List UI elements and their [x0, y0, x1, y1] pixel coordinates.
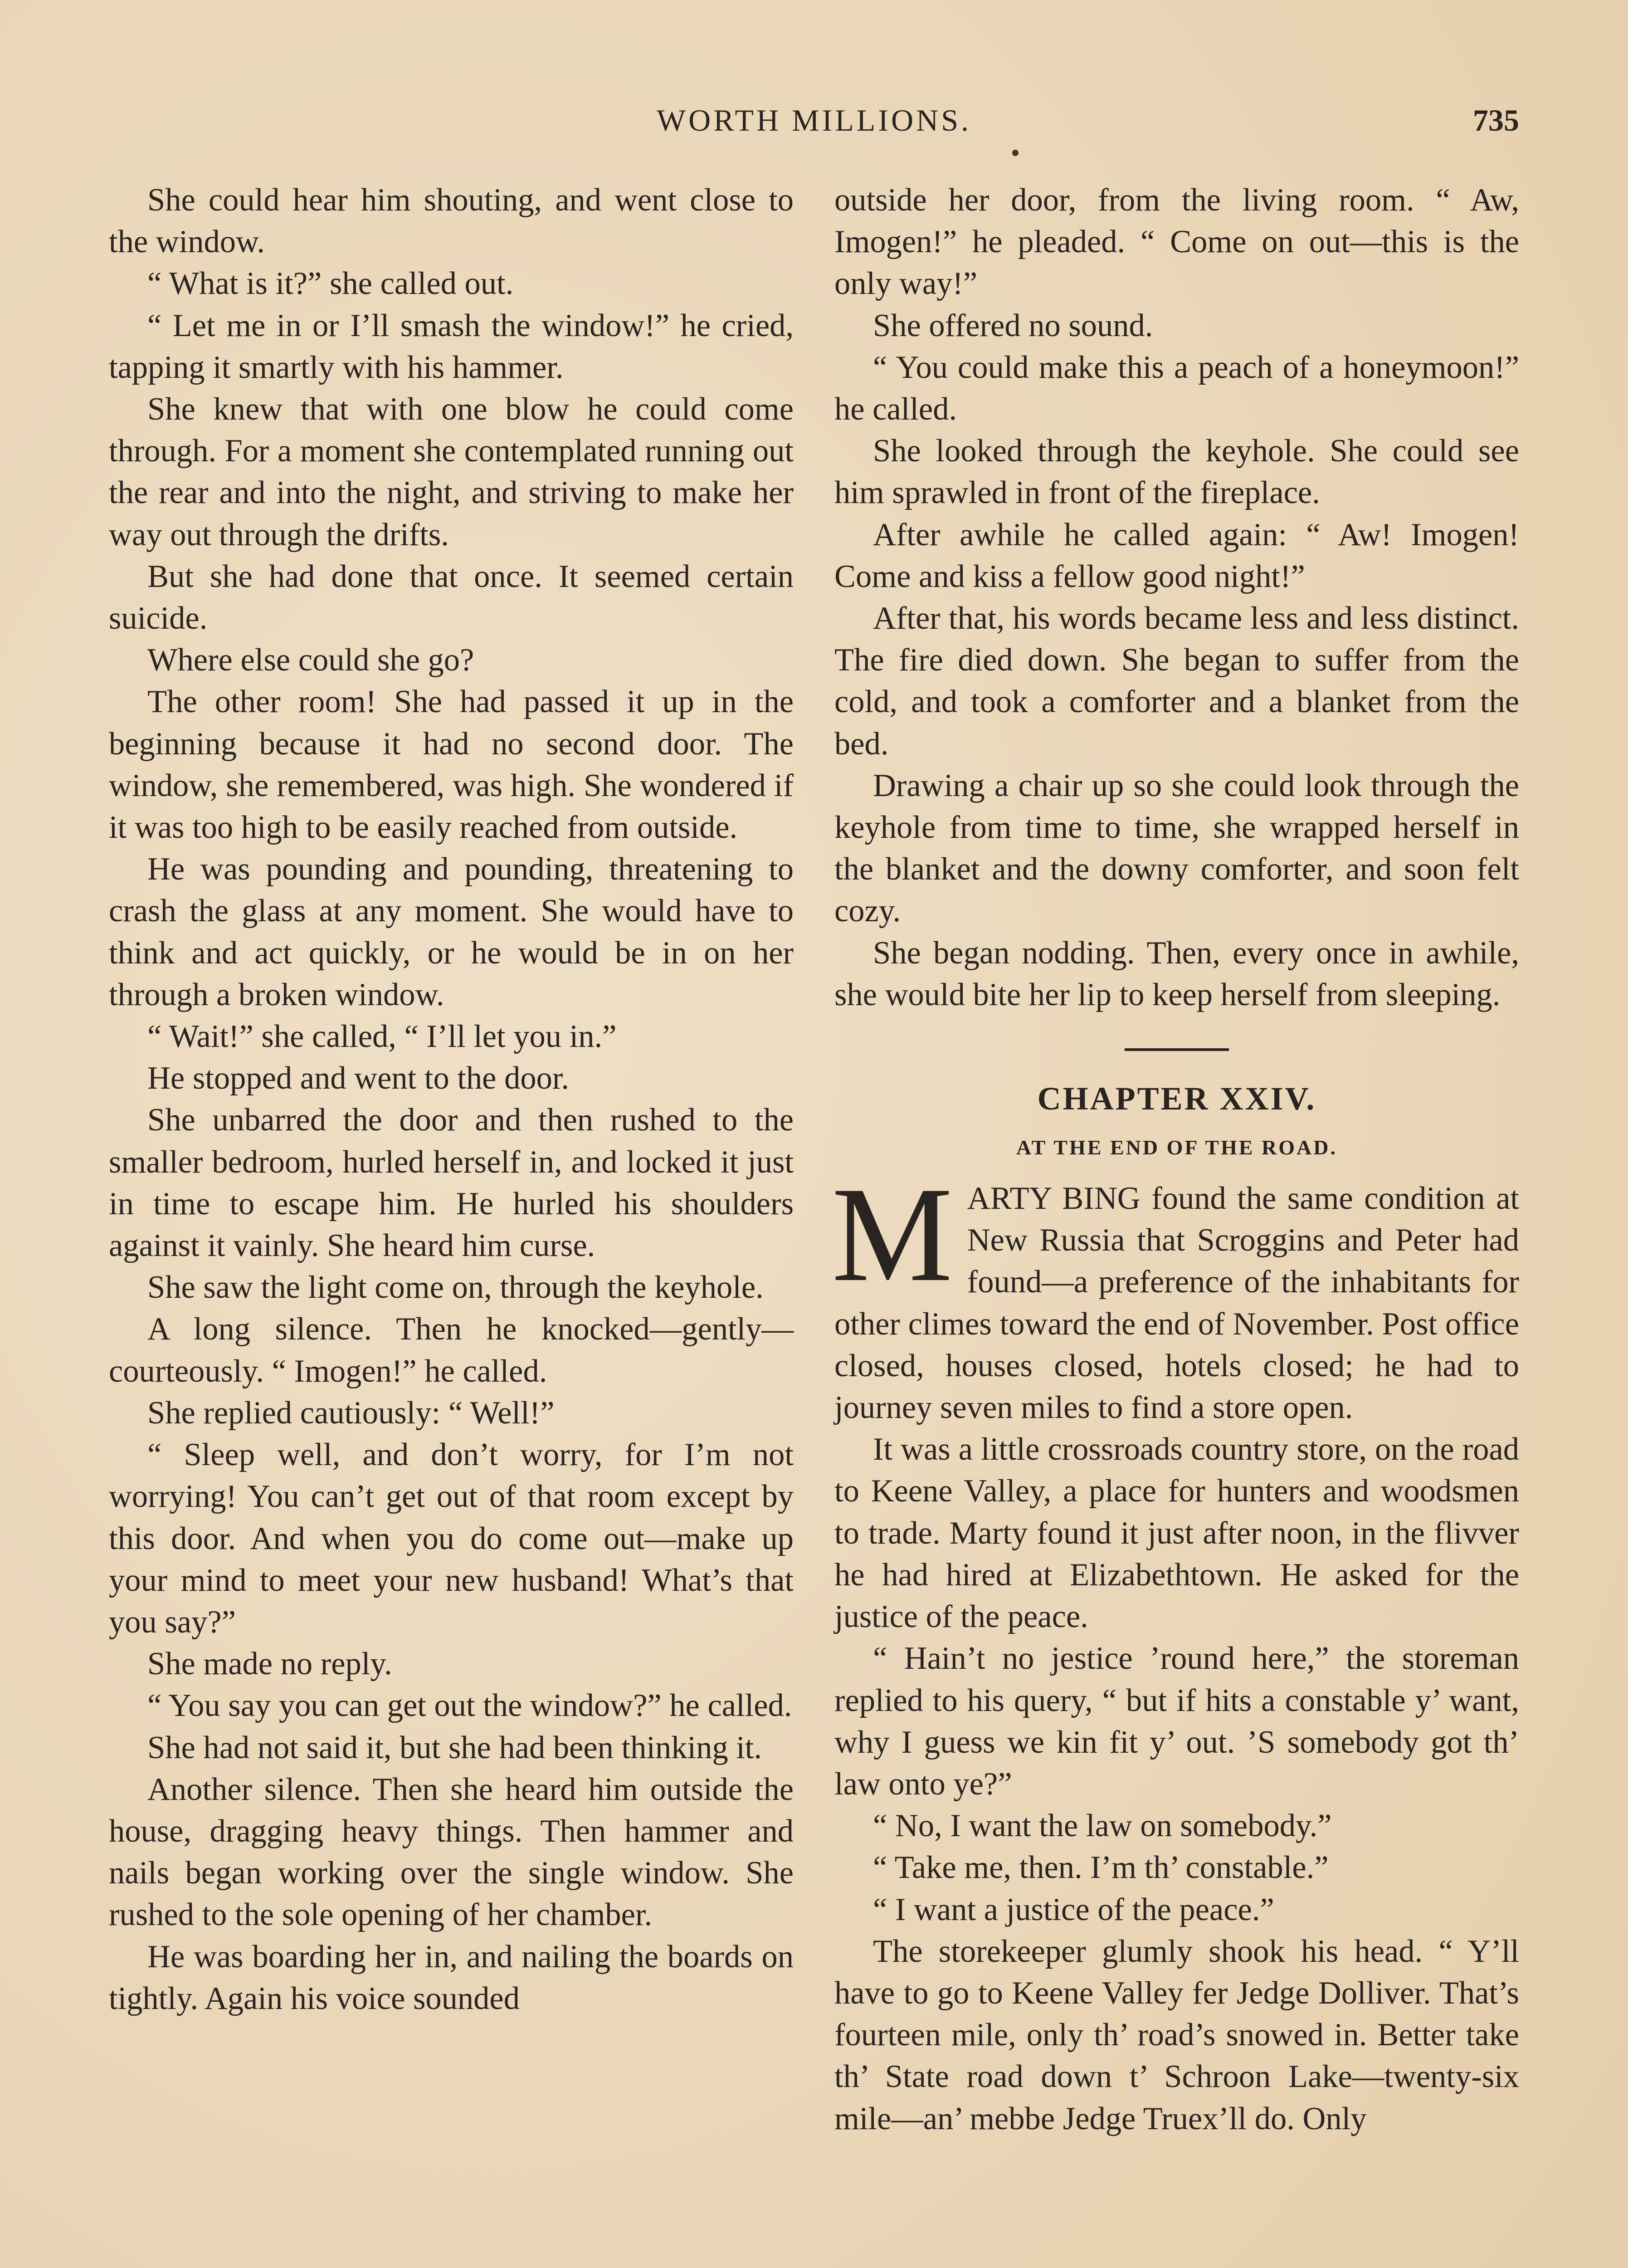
chapter-opening-paragraph: [832, 1159, 1519, 1428]
paragraph: outside her door, from the living room. “ Aw, Imogen!” he pleaded. “ Come on out—this is the only way!”: [834, 182, 1519, 302]
paragraph: It was a little crossroads country store, on the road to Keene Valley, a place for hunters and woodsmen to trade. Marty found it just after noon, in the flivver he had hired at Elizabethtown. He asked for the justice of the peace.: [834, 1432, 1519, 1635]
paragraph: Where else could she go?: [147, 642, 474, 678]
chapter-title: CHAPTER XXIV.: [1037, 1080, 1316, 1117]
paragraph: “ Take me, then. I’m th’ constable.”: [873, 1850, 1329, 1886]
page-header: [109, 93, 1519, 147]
paragraph: But she had done that once. It seemed certain suicide.: [109, 558, 794, 636]
paragraph: He stopped and went to the door.: [147, 1061, 570, 1096]
opening-text: ARTY BING found the same condition at New Russia that Scroggins and Peter had found—a preference of the inhabitants for other climes toward the end of November. Post office closed, houses closed, hotels closed; he had to journey seven miles to find a store open.: [834, 1181, 1519, 1426]
paragraph: She knew that with one blow he could come through. For a moment she contemplated running out the rear and into the night, and striving to make her way out through the drifts.: [109, 391, 794, 552]
paragraph: After that, his words became less and less distinct. The fire died down. She began to suffer from the cold, and took a comforter and a blanket from the bed.: [834, 601, 1519, 762]
paragraph: Drawing a chair up so she could look through the keyhole from time to time, she wrapped herself in the blanket and the downy comforter, and soon felt cozy.: [834, 767, 1519, 929]
left-column: [109, 179, 794, 2019]
page-number: 735: [1473, 103, 1519, 137]
paragraph: After awhile he called again: “ Aw! Imogen! Come and kiss a fellow good night!”: [834, 517, 1519, 594]
paragraph: The other room! She had passed it up in the beginning because it had no second door. The window, she remembered, was high. She wondered if it was too high to be easily reached from outside.: [109, 684, 794, 846]
paragraph: She replied cautiously: “ Well!”: [147, 1395, 555, 1431]
paragraph: She had not said it, but she had been thinking it.: [147, 1730, 762, 1765]
paragraph: She looked through the keyhole. She could see him sprawled in front of the fireplace.: [834, 433, 1519, 511]
paragraph: “ Hain’t no jestice ’round here,” the storeman replied to his query, “ but if hits a constable y’ want, why I guess we kin fit y’ out. ’S somebody got th’ law onto ye?”: [834, 1641, 1519, 1802]
paragraph: The storekeeper glumly shook his head. “ Y’ll have to go to Keene Valley fer Jedge Dolliver. That’s fourteen mile, only th’ road’s snowed in. Better take th’ State road down t’ Schroon Lake—twenty-six mile—an’ mebbe Jedge Truex’ll do. Only: [834, 1933, 1519, 2136]
paragraph: He was boarding her in, and nailing the boards on tightly. Again his voice sounded: [109, 1939, 794, 2016]
paragraph: She offered no sound.: [873, 308, 1153, 343]
paragraph: A long silence. Then he knocked—gently—courteously. “ Imogen!” he called.: [109, 1311, 794, 1389]
chapter-subtitle: AT THE END OF THE ROAD.: [1016, 1136, 1337, 1159]
paragraph: He was pounding and pounding, threatening to crash the glass at any moment. She would have to think and act quickly, or he would be in on her through a broken window.: [109, 851, 794, 1012]
paragraph: She unbarred the door and then rushed to the smaller bedroom, hurled herself in, and locked it just in time to escape him. He hurled his shoulders against it vainly. She heard him curse.: [109, 1102, 794, 1264]
paragraph: Another silence. Then she heard him outside the house, dragging heavy things. Then hammer and nails began working over the single window. She rushed to the sole opening of her chamber.: [109, 1771, 794, 1933]
ink-speck: [1012, 150, 1019, 156]
paragraph: “ Wait!” she called, “ I’ll let you in.”: [147, 1019, 617, 1055]
right-column: [834, 179, 1519, 2140]
paragraph: “ I want a justice of the peace.”: [873, 1892, 1274, 1927]
paragraph: She made no reply.: [147, 1646, 392, 1682]
section-divider: [1125, 1048, 1229, 1051]
paragraph: She could hear him shouting, and went close to the window.: [109, 182, 794, 260]
paragraph: “ No, I want the law on somebody.”: [873, 1808, 1332, 1844]
paragraph: “ Let me in or I’ll smash the window!” he cried, tapping it smartly with his hammer.: [109, 308, 794, 385]
paragraph: She began nodding. Then, every once in awhile, she would bite her lip to keep herself from sleeping.: [834, 935, 1519, 1012]
paragraph: “ You say you can get out the window?” he called.: [147, 1688, 792, 1724]
paragraph: “ What is it?” she called out.: [147, 266, 514, 302]
drop-cap: M: [832, 1159, 953, 1310]
running-title: WORTH MILLIONS.: [656, 103, 972, 137]
paragraph: “ You could make this a peach of a honeymoon!” he called.: [834, 349, 1519, 427]
paragraph: She saw the light come on, through the keyhole.: [147, 1270, 764, 1305]
paragraph: “ Sleep well, and don’t worry, for I’m not worrying! You can’t get out of that room except by this door. And when you do come out—make up your mind to meet your new husband! What’s that you say?”: [109, 1437, 794, 1640]
